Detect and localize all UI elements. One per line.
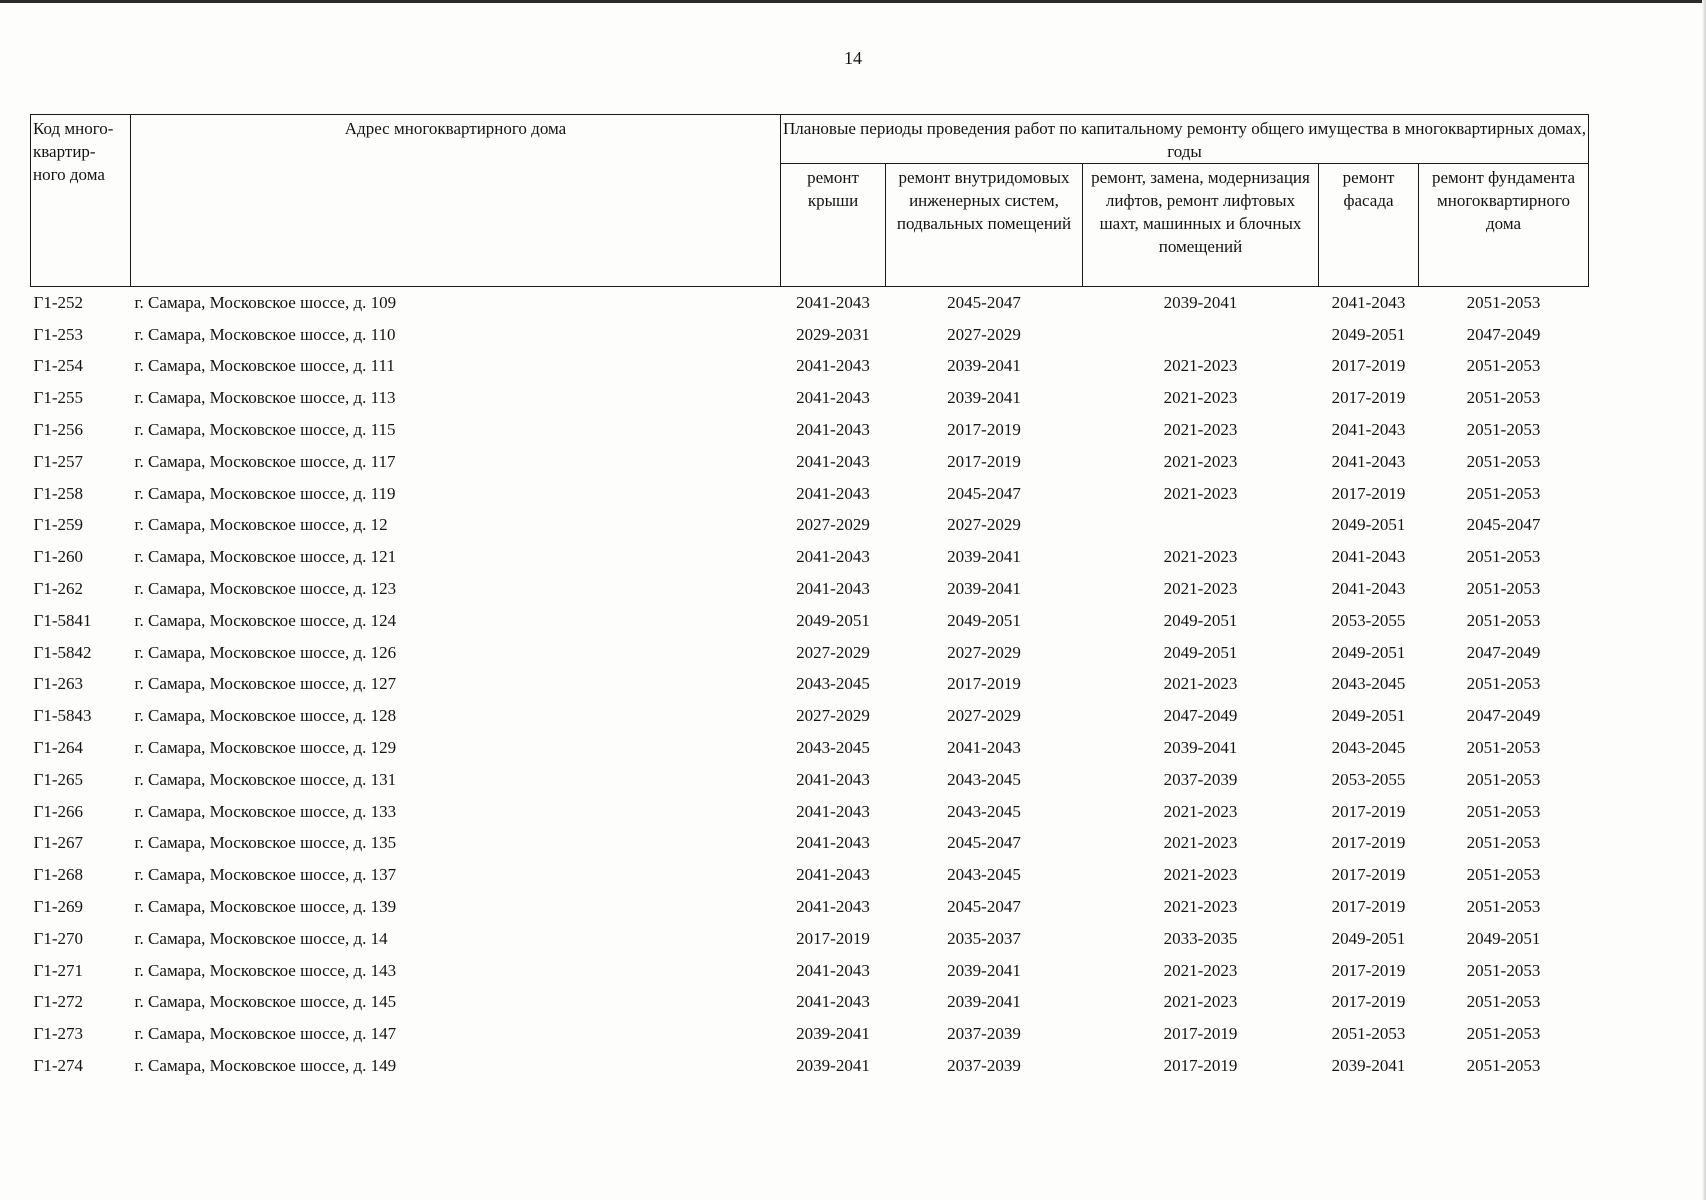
cell-systems: 2037-2039	[947, 1024, 1021, 1044]
cell-systems: 2045-2047	[947, 833, 1021, 853]
cell-facade: 2053-2055	[1331, 769, 1406, 789]
cell-code: Г1-263	[33, 674, 83, 694]
table-row	[31, 987, 1589, 1019]
cell-address: г. Самара, Московское шоссе, д. 115	[134, 420, 396, 440]
table-header	[31, 115, 1589, 287]
header-lifts: ремонт, замена, модернизация лифтов, ремонт лифтовых шахт, машинных и блочных помещений	[1083, 164, 1319, 287]
cell-systems: 2039-2041	[947, 356, 1021, 376]
cell-code: Г1-270	[33, 928, 83, 948]
cell-systems: 2027-2029	[947, 515, 1021, 535]
cell-roof: 2041-2043	[796, 420, 870, 440]
cell-roof: 2041-2043	[796, 960, 870, 980]
cell-lifts: 2047-2049	[1163, 706, 1238, 726]
cell-foundation: 2051-2053	[1466, 738, 1541, 758]
cell-lifts: 2017-2019	[1163, 1056, 1238, 1076]
cell-foundation: 2051-2053	[1466, 579, 1541, 599]
cell-roof: 2041-2043	[796, 992, 870, 1012]
cell-lifts: 2033-2035	[1163, 928, 1238, 948]
repair-schedule-table	[30, 114, 1589, 1082]
cell-address: г. Самара, Московское шоссе, д. 149	[134, 1056, 397, 1076]
cell-roof: 2027-2029	[796, 642, 870, 662]
cell-systems: 2039-2041	[947, 992, 1021, 1012]
cell-systems: 2039-2041	[947, 547, 1021, 567]
cell-foundation: 2051-2053	[1466, 547, 1541, 567]
cell-facade: 2049-2051	[1331, 928, 1406, 948]
header-address: Адрес многоквартирного дома	[131, 115, 781, 287]
cell-address: г. Самара, Московское шоссе, д. 126	[134, 642, 397, 662]
cell-code: Г1-255	[33, 388, 83, 408]
cell-lifts	[1083, 319, 1319, 351]
header-foundation: ремонт фундамента многоквартирного дома	[1419, 164, 1589, 287]
cell-systems: 2043-2045	[947, 865, 1021, 885]
cell-foundation: 2051-2053	[1466, 483, 1541, 503]
table-row	[31, 446, 1589, 478]
cell-facade: 2017-2019	[1331, 992, 1406, 1012]
cell-facade: 2017-2019	[1331, 388, 1406, 408]
cell-lifts: 2037-2039	[1163, 769, 1238, 789]
cell-systems: 2027-2029	[947, 324, 1021, 344]
cell-lifts: 2039-2041	[1163, 738, 1238, 758]
cell-systems: 2035-2037	[947, 928, 1021, 948]
cell-facade: 2017-2019	[1331, 483, 1406, 503]
table-row	[31, 382, 1589, 414]
cell-address: г. Самара, Московское шоссе, д. 109	[134, 292, 397, 312]
cell-systems: 2045-2047	[947, 483, 1021, 503]
cell-lifts: 2021-2023	[1163, 960, 1238, 980]
table-row	[31, 955, 1589, 987]
cell-foundation: 2051-2053	[1466, 769, 1541, 789]
table-row	[31, 796, 1589, 828]
cell-address: г. Самара, Московское шоссе, д. 123	[134, 579, 397, 599]
cell-facade: 2017-2019	[1331, 833, 1406, 853]
cell-systems: 2045-2047	[947, 292, 1021, 312]
cell-foundation: 2051-2053	[1466, 674, 1541, 694]
cell-systems: 2039-2041	[947, 960, 1021, 980]
cell-lifts: 2021-2023	[1163, 897, 1238, 917]
cell-systems: 2017-2019	[947, 451, 1021, 471]
cell-code: Г1-273	[33, 1024, 83, 1044]
cell-roof: 2041-2043	[796, 579, 870, 599]
table-row	[31, 287, 1589, 319]
cell-facade: 2017-2019	[1331, 356, 1406, 376]
cell-roof: 2041-2043	[796, 769, 870, 789]
cell-address: г. Самара, Московское шоссе, д. 121	[134, 547, 397, 567]
cell-code: Г1-262	[33, 579, 83, 599]
cell-lifts: 2021-2023	[1163, 388, 1238, 408]
right-scan-edge	[1702, 0, 1706, 1200]
cell-code: Г1-267	[33, 833, 83, 853]
cell-foundation: 2051-2053	[1466, 960, 1541, 980]
cell-foundation: 2051-2053	[1466, 610, 1541, 630]
cell-systems: 2027-2029	[947, 642, 1021, 662]
cell-systems: 2027-2029	[947, 706, 1021, 726]
cell-facade: 2049-2051	[1331, 706, 1406, 726]
cell-lifts: 2021-2023	[1163, 483, 1238, 503]
table-row	[31, 605, 1589, 637]
cell-code: Г1-259	[33, 515, 83, 535]
header-periods: Плановые периоды проведения работ по капитальному ремонту общего имущества в многоквартирных домах, годы	[781, 115, 1589, 164]
table-row	[31, 700, 1589, 732]
cell-address: г. Самара, Московское шоссе, д. 119	[134, 483, 396, 503]
cell-lifts: 2021-2023	[1163, 865, 1238, 885]
cell-code: Г1-272	[33, 992, 83, 1012]
cell-foundation: 2045-2047	[1466, 515, 1541, 535]
header-facade: ремонт фасада	[1319, 164, 1419, 287]
cell-address: г. Самара, Московское шоссе, д. 135	[134, 833, 397, 853]
cell-code: Г1-254	[33, 356, 83, 376]
table-row	[31, 351, 1589, 383]
cell-code: Г1-268	[33, 865, 83, 885]
cell-facade: 2053-2055	[1331, 610, 1406, 630]
cell-address: г. Самара, Московское шоссе, д. 147	[134, 1024, 397, 1044]
page-number: 14	[844, 48, 862, 68]
cell-code: Г1-253	[33, 324, 83, 344]
cell-systems: 2037-2039	[947, 1056, 1021, 1076]
cell-code: Г1-256	[33, 420, 83, 440]
cell-roof: 2043-2045	[796, 674, 870, 694]
table-row	[31, 541, 1589, 573]
cell-code: Г1-271	[33, 960, 83, 980]
table-row	[31, 764, 1589, 796]
cell-lifts: 2049-2051	[1163, 642, 1238, 662]
cell-foundation: 2047-2049	[1466, 642, 1541, 662]
cell-lifts: 2021-2023	[1163, 674, 1238, 694]
cell-foundation: 2049-2051	[1466, 928, 1541, 948]
cell-address: г. Самара, Московское шоссе, д. 117	[134, 451, 396, 471]
cell-address: г. Самара, Московское шоссе, д. 137	[134, 865, 397, 885]
table-row	[31, 1018, 1589, 1050]
cell-roof: 2027-2029	[796, 515, 870, 535]
cell-code: Г1-274	[33, 1056, 83, 1076]
cell-foundation: 2051-2053	[1466, 356, 1541, 376]
table-row	[31, 510, 1589, 542]
cell-lifts: 2021-2023	[1163, 579, 1238, 599]
cell-roof: 2039-2041	[796, 1056, 870, 1076]
cell-facade: 2041-2043	[1331, 547, 1406, 567]
cell-foundation: 2051-2053	[1466, 833, 1541, 853]
cell-facade: 2041-2043	[1331, 579, 1406, 599]
cell-address: г. Самара, Московское шоссе, д. 111	[134, 356, 395, 376]
table-row	[31, 573, 1589, 605]
cell-address: г. Самара, Московское шоссе, д. 127	[134, 674, 397, 694]
cell-address: г. Самара, Московское шоссе, д. 113	[134, 388, 396, 408]
cell-roof: 2041-2043	[796, 801, 870, 821]
cell-roof: 2041-2043	[796, 833, 870, 853]
cell-roof: 2041-2043	[796, 865, 870, 885]
cell-address: г. Самара, Московское шоссе, д. 14	[134, 928, 388, 948]
cell-facade: 2041-2043	[1331, 451, 1406, 471]
cell-facade: 2041-2043	[1331, 292, 1406, 312]
cell-foundation: 2051-2053	[1466, 992, 1541, 1012]
cell-roof: 2041-2043	[796, 356, 870, 376]
cell-foundation: 2047-2049	[1466, 706, 1541, 726]
cell-foundation: 2051-2053	[1466, 451, 1541, 471]
cell-lifts	[1083, 510, 1319, 542]
cell-code: Г1-269	[33, 897, 83, 917]
cell-foundation: 2051-2053	[1466, 292, 1541, 312]
cell-facade: 2049-2051	[1331, 515, 1406, 535]
table-row	[31, 1050, 1589, 1082]
cell-facade: 2017-2019	[1331, 897, 1406, 917]
cell-systems: 2045-2047	[947, 897, 1021, 917]
cell-roof: 2041-2043	[796, 292, 870, 312]
header-code: Код много-квартир-ного дома	[31, 115, 131, 287]
cell-facade: 2017-2019	[1331, 865, 1406, 885]
cell-facade: 2041-2043	[1331, 420, 1406, 440]
cell-code: Г1-265	[33, 769, 83, 789]
cell-lifts: 2021-2023	[1163, 451, 1238, 471]
cell-facade: 2043-2045	[1331, 674, 1406, 694]
cell-foundation: 2051-2053	[1466, 801, 1541, 821]
cell-address: г. Самара, Московское шоссе, д. 129	[134, 738, 397, 758]
cell-foundation: 2051-2053	[1466, 420, 1541, 440]
cell-foundation: 2051-2053	[1466, 388, 1541, 408]
cell-address: г. Самара, Московское шоссе, д. 133	[134, 801, 397, 821]
cell-roof: 2041-2043	[796, 388, 870, 408]
cell-systems: 2041-2043	[947, 738, 1021, 758]
cell-facade: 2017-2019	[1331, 960, 1406, 980]
table-row	[31, 414, 1589, 446]
table-row	[31, 637, 1589, 669]
cell-code: Г1-5842	[33, 642, 92, 662]
cell-facade: 2017-2019	[1331, 801, 1406, 821]
table-row	[31, 478, 1589, 510]
cell-code: Г1-252	[33, 292, 83, 312]
cell-foundation: 2047-2049	[1466, 324, 1541, 344]
cell-foundation: 2051-2053	[1466, 865, 1541, 885]
cell-address: г. Самара, Московское шоссе, д. 143	[134, 960, 397, 980]
cell-lifts: 2021-2023	[1163, 420, 1238, 440]
cell-roof: 2027-2029	[796, 706, 870, 726]
cell-facade: 2051-2053	[1331, 1024, 1406, 1044]
cell-lifts: 2039-2041	[1163, 292, 1238, 312]
table-row	[31, 891, 1589, 923]
table-row	[31, 669, 1589, 701]
cell-facade: 2049-2051	[1331, 642, 1406, 662]
cell-lifts: 2021-2023	[1163, 801, 1238, 821]
cell-foundation: 2051-2053	[1466, 1056, 1541, 1076]
cell-code: Г1-258	[33, 483, 83, 503]
cell-address: г. Самара, Московское шоссе, д. 110	[134, 324, 396, 344]
cell-code: Г1-5843	[33, 706, 92, 726]
cell-lifts: 2021-2023	[1163, 547, 1238, 567]
cell-address: г. Самара, Московское шоссе, д. 139	[134, 897, 397, 917]
cell-address: г. Самара, Московское шоссе, д. 124	[134, 610, 397, 630]
table-body	[31, 287, 1589, 1082]
cell-code: Г1-264	[33, 738, 83, 758]
cell-lifts: 2021-2023	[1163, 356, 1238, 376]
table-row	[31, 319, 1589, 351]
cell-systems: 2039-2041	[947, 579, 1021, 599]
cell-address: г. Самара, Московское шоссе, д. 145	[134, 992, 397, 1012]
cell-roof: 2043-2045	[796, 738, 870, 758]
cell-roof: 2017-2019	[796, 928, 870, 948]
cell-roof: 2041-2043	[796, 897, 870, 917]
cell-roof: 2049-2051	[796, 610, 870, 630]
cell-address: г. Самара, Московское шоссе, д. 128	[134, 706, 397, 726]
cell-foundation: 2051-2053	[1466, 897, 1541, 917]
cell-systems: 2017-2019	[947, 420, 1021, 440]
cell-facade: 2049-2051	[1331, 324, 1406, 344]
table-row	[31, 828, 1589, 860]
cell-roof: 2039-2041	[796, 1024, 870, 1044]
cell-lifts: 2017-2019	[1163, 1024, 1238, 1044]
header-roof: ремонт крыши	[781, 164, 886, 287]
cell-address: г. Самара, Московское шоссе, д. 131	[134, 769, 397, 789]
table-row	[31, 732, 1589, 764]
cell-roof: 2041-2043	[796, 547, 870, 567]
table-row	[31, 923, 1589, 955]
header-systems: ремонт внутридомовых инженерных систем, подвальных помещений	[886, 164, 1083, 287]
cell-code: Г1-5841	[33, 610, 92, 630]
cell-systems: 2043-2045	[947, 769, 1021, 789]
cell-systems: 2043-2045	[947, 801, 1021, 821]
cell-lifts: 2021-2023	[1163, 833, 1238, 853]
table-row	[31, 859, 1589, 891]
cell-facade: 2039-2041	[1331, 1056, 1406, 1076]
cell-roof: 2029-2031	[796, 324, 870, 344]
cell-roof: 2041-2043	[796, 451, 870, 471]
cell-systems: 2049-2051	[947, 610, 1021, 630]
cell-code: Г1-266	[33, 801, 83, 821]
top-scan-border	[0, 0, 1706, 3]
cell-systems: 2017-2019	[947, 674, 1021, 694]
cell-address: г. Самара, Московское шоссе, д. 12	[134, 515, 388, 535]
cell-systems: 2039-2041	[947, 388, 1021, 408]
cell-code: Г1-260	[33, 547, 83, 567]
cell-lifts: 2021-2023	[1163, 992, 1238, 1012]
cell-code: Г1-257	[33, 451, 83, 471]
cell-lifts: 2049-2051	[1163, 610, 1238, 630]
cell-facade: 2043-2045	[1331, 738, 1406, 758]
cell-roof: 2041-2043	[796, 483, 870, 503]
cell-foundation: 2051-2053	[1466, 1024, 1541, 1044]
